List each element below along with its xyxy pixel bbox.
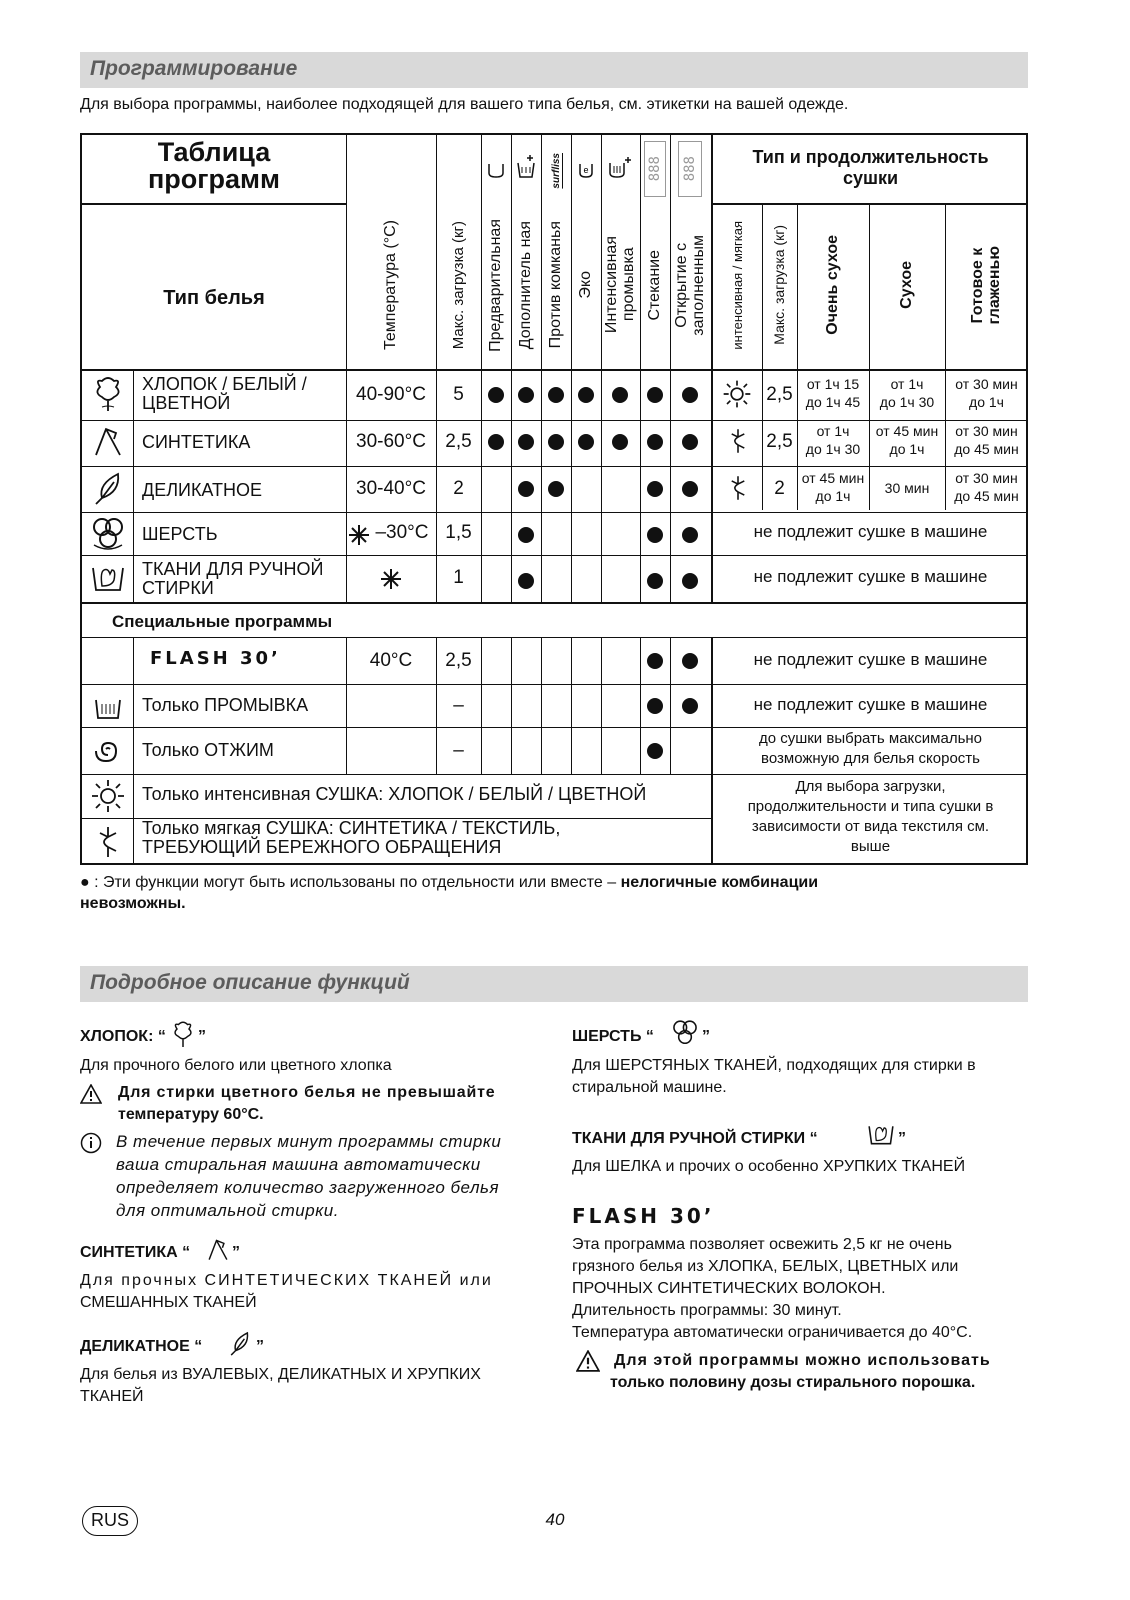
surfliss-icon: surfliss <box>550 153 562 189</box>
function-dot <box>647 481 663 497</box>
section-title: Подробное описание функций <box>90 971 410 994</box>
temp: 30-40°C <box>356 478 426 499</box>
intensive-dry-icon <box>90 778 126 814</box>
function-dot <box>578 387 594 403</box>
spin-drying-note: до сушки выбрать максимально возможную для белья скорость <box>758 730 983 767</box>
no-drying-note: не подлежит сушке в машине <box>753 522 988 541</box>
hand-wash-heading: ТКАНИ ДЛЯ РУЧНОЙ СТИРКИ “ <box>572 1130 818 1147</box>
col-load-header: Макс. загрузка (кг) <box>449 220 467 350</box>
very-dry-time: от 1ч 15 до 1ч 45 <box>805 376 861 411</box>
quote-close: ” <box>702 1028 710 1045</box>
col-drain-header: Стекание <box>645 249 663 321</box>
col-prewash-header: Предварительная <box>486 218 504 352</box>
function-dot <box>682 573 698 589</box>
hand-wash-description: Для ШЕЛКА и прочих о особенно ХРУПКИХ ТКАНЕЙ <box>572 1158 966 1175</box>
wool-heading: ШЕРСТЬ “ <box>572 1028 654 1045</box>
spin-only-name: Только ОТЖИМ <box>142 740 274 760</box>
quote-close: ” <box>898 1130 906 1147</box>
function-dot <box>647 434 663 450</box>
intensive-dry-only-name: Только интенсивная СУШКА: ХЛОПОК / БЕЛЫЙ / ЦВЕТНОЙ <box>142 784 647 804</box>
intensive-rinse-icon <box>606 155 634 181</box>
gentle-dry-only-name: Только мягкая СУШКА: СИНТЕТИКА / ТЕКСТИЛЬ, ТРЕБУЮЩИЙ БЕРЕЖНОГО ОБРАЩЕНИЯ <box>142 818 561 857</box>
cold-icon <box>380 568 402 590</box>
load: – <box>453 740 464 761</box>
rinse-only-name: Только ПРОМЫВКА <box>142 695 309 715</box>
drying-header: Тип и продолжительность сушки <box>752 147 989 188</box>
temp: –30°C <box>375 522 429 543</box>
language-badge: RUS <box>82 1506 138 1536</box>
dry-load: 2,5 <box>766 384 793 405</box>
digital-display-icon: 888 <box>644 141 666 197</box>
wool-icon <box>670 1018 700 1048</box>
function-dot <box>682 387 698 403</box>
flash30-logo: FLASH 30’ <box>572 1204 715 1228</box>
iron-dry-time: от 30 мин до 45 мин <box>954 470 1019 505</box>
delicate-icon <box>92 470 124 508</box>
synthetics-description: Для прочных СИНТЕТИЧЕСКИХ ТКАНЕЙ или СМЕШАННЫХ ТКАНЕЙ <box>80 1272 493 1311</box>
no-drying-note: не подлежит сушке в машине <box>753 695 988 714</box>
intensive-dry-icon <box>722 379 752 409</box>
function-dot <box>518 387 534 403</box>
dry-time: 30 мин <box>884 480 930 496</box>
col-temp-header: Температура (°C) <box>381 220 399 350</box>
col-intensive-header: Интенсивная промывка <box>602 236 637 334</box>
function-dot <box>518 573 534 589</box>
flash30-description: Эта программа позволяет освежить 2,5 кг не очень грязного белья из ХЛОПКА, БЕЛЫХ, ЦВЕТНЫХ или ПРОЧНЫХ СИНТЕТИЧЕСКИХ ВОЛОКОН. Длительность программы: 30 минут. Температура автоматически ограничивается до 40°C. <box>572 1236 973 1341</box>
extra-rinse-icon <box>514 153 538 181</box>
col-very-dry-header: Очень сухое <box>823 235 841 335</box>
cold-icon <box>348 524 370 546</box>
flash30-warning: Для этой программы можно использовать только половину дозы стирального порошка. <box>610 1352 991 1391</box>
quote-close: ” <box>198 1028 206 1045</box>
page-number: 40 <box>545 1510 565 1529</box>
row-synthetics-name: СИНТЕТИКА <box>142 432 251 452</box>
function-dot <box>647 743 663 759</box>
no-drying-note: не подлежит сушке в машине <box>753 567 988 586</box>
function-dot <box>647 653 663 669</box>
load: 2,5 <box>445 650 472 671</box>
function-dot <box>488 387 504 403</box>
delicate-description: Для белья из ВУАЛЕВЫХ, ДЕЛИКАТНЫХ И ХРУПКИХ ТКАНЕЙ <box>80 1366 481 1405</box>
col-dry-header: Сухое <box>897 261 915 309</box>
cotton-icon <box>92 375 124 415</box>
function-dot <box>682 481 698 497</box>
section-header-functions <box>80 966 1028 1002</box>
row-wool-name: ШЕРСТЬ <box>142 524 218 544</box>
load: 1,5 <box>445 522 472 543</box>
function-dot <box>647 387 663 403</box>
function-dot <box>548 481 564 497</box>
dry-time: от 45 мин до 1ч <box>875 423 939 458</box>
quote-close: ” <box>232 1244 240 1261</box>
col-opening-header: Открытие с заполненным <box>672 234 707 336</box>
synthetics-heading: СИНТЕТИКА “ <box>80 1244 191 1261</box>
eco-icon <box>576 160 596 180</box>
cotton-info: В течение первых минут программы стирки ваша стиральная машина автоматически определяет количество загруженного белья для оптимальной стирки. <box>116 1132 502 1220</box>
quote-close: ” <box>256 1338 264 1355</box>
intro-text: Для выбора программы, наиболее подходящей для вашего типа белья, см. этикетки на вашей одежде. <box>80 96 849 113</box>
hand-wash-icon <box>90 560 126 598</box>
prewash-icon <box>486 160 506 180</box>
gentle-dry-icon <box>727 472 749 504</box>
table-title: Таблица программ <box>148 137 280 194</box>
wool-description: Для ШЕРСТЯНЫХ ТКАНЕЙ, подходящих для стирки в стиральной машине. <box>572 1057 976 1096</box>
dry-time: от 1ч до 1ч 30 <box>879 376 935 411</box>
load: 2,5 <box>445 431 472 452</box>
col-anticrease-header: Против комканья <box>546 221 564 349</box>
function-dot <box>548 434 564 450</box>
col-eco-header: Эко <box>576 271 594 299</box>
spin-icon <box>92 735 124 767</box>
flash30-name: FLASH 30’ <box>150 648 281 669</box>
delicate-icon <box>228 1330 252 1358</box>
function-dot <box>548 387 564 403</box>
function-dot <box>518 434 534 450</box>
gentle-dry-icon <box>727 425 749 457</box>
special-programs-header: Специальные программы <box>112 612 333 631</box>
iron-dry-time: от 30 мин до 45 мин <box>954 423 1019 458</box>
row-delicate-name: ДЕЛИКАТНОЕ <box>142 480 263 500</box>
row-hand-wash-name: ТКАНИ ДЛЯ РУЧНОЙ СТИРКИ <box>142 559 324 598</box>
col-extra-rinse-header: Дополнитель ная <box>516 220 534 350</box>
function-dot <box>682 434 698 450</box>
dry-load: 2 <box>774 478 785 499</box>
function-dot <box>682 653 698 669</box>
info-icon <box>80 1132 102 1154</box>
temp: 40-90°C <box>356 384 426 405</box>
function-dot <box>647 698 663 714</box>
hand-wash-icon <box>866 1120 896 1150</box>
gentle-dry-icon <box>94 823 122 861</box>
rinse-icon <box>92 690 124 724</box>
function-dot <box>612 434 628 450</box>
function-dot <box>647 573 663 589</box>
col-dry-type-header: интенсивная / мягкая <box>729 220 745 350</box>
function-dot <box>518 527 534 543</box>
load: – <box>453 695 464 716</box>
section-title: Программирование <box>90 57 298 80</box>
footnote: ● : Эти функции могут быть использованы по отдельности или вместе – нелогичные комбинации невозможны. <box>80 874 819 912</box>
delicate-heading: ДЕЛИКАТНОЕ “ <box>80 1338 203 1355</box>
cotton-warning: Для стирки цветного белья не превышайте температуру 60°C. <box>118 1084 496 1123</box>
load: 2 <box>453 478 464 499</box>
no-drying-note: не подлежит сушке в машине <box>753 650 988 669</box>
drying-selection-note: Для выбора загрузки, продолжительности и типа сушки в зависимости от вида текстиля см. выше <box>747 778 994 855</box>
function-dot <box>578 434 594 450</box>
temp: 40°C <box>369 650 413 671</box>
digital-display-icon: 888 <box>678 141 702 197</box>
temp: 30-60°C <box>356 431 426 452</box>
section-header-programming <box>80 52 1028 88</box>
dry-load: 2,5 <box>766 431 793 452</box>
laundry-type-header: Тип белья <box>163 287 265 309</box>
function-dot <box>518 481 534 497</box>
cotton-description: Для прочного белого или цветного хлопка <box>80 1057 392 1074</box>
cotton-icon <box>170 1020 196 1050</box>
program-table <box>80 133 1028 865</box>
function-dot <box>612 387 628 403</box>
load: 5 <box>453 384 464 405</box>
svg-text:e: e <box>583 165 589 175</box>
wool-icon <box>90 515 126 553</box>
cotton-heading: ХЛОПОК: “ <box>80 1028 166 1045</box>
row-cotton-name: ХЛОПОК / БЕЛЫЙ / ЦВЕТНОЙ <box>142 374 307 413</box>
function-dot <box>488 434 504 450</box>
col-iron-dry-header: Готовое к глаженью <box>968 245 1003 325</box>
function-dot <box>682 698 698 714</box>
function-dot <box>682 527 698 543</box>
iron-dry-time: от 30 мин до 1ч <box>955 376 1018 411</box>
function-dot <box>647 527 663 543</box>
very-dry-time: от 1ч до 1ч 30 <box>805 423 861 458</box>
col-dry-load-header: Макс. загрузка (кг) <box>771 225 788 345</box>
load: 1 <box>453 567 464 588</box>
very-dry-time: от 45 мин до 1ч <box>801 470 865 505</box>
synthetics-icon <box>92 423 124 461</box>
synthetics-icon <box>206 1236 230 1264</box>
